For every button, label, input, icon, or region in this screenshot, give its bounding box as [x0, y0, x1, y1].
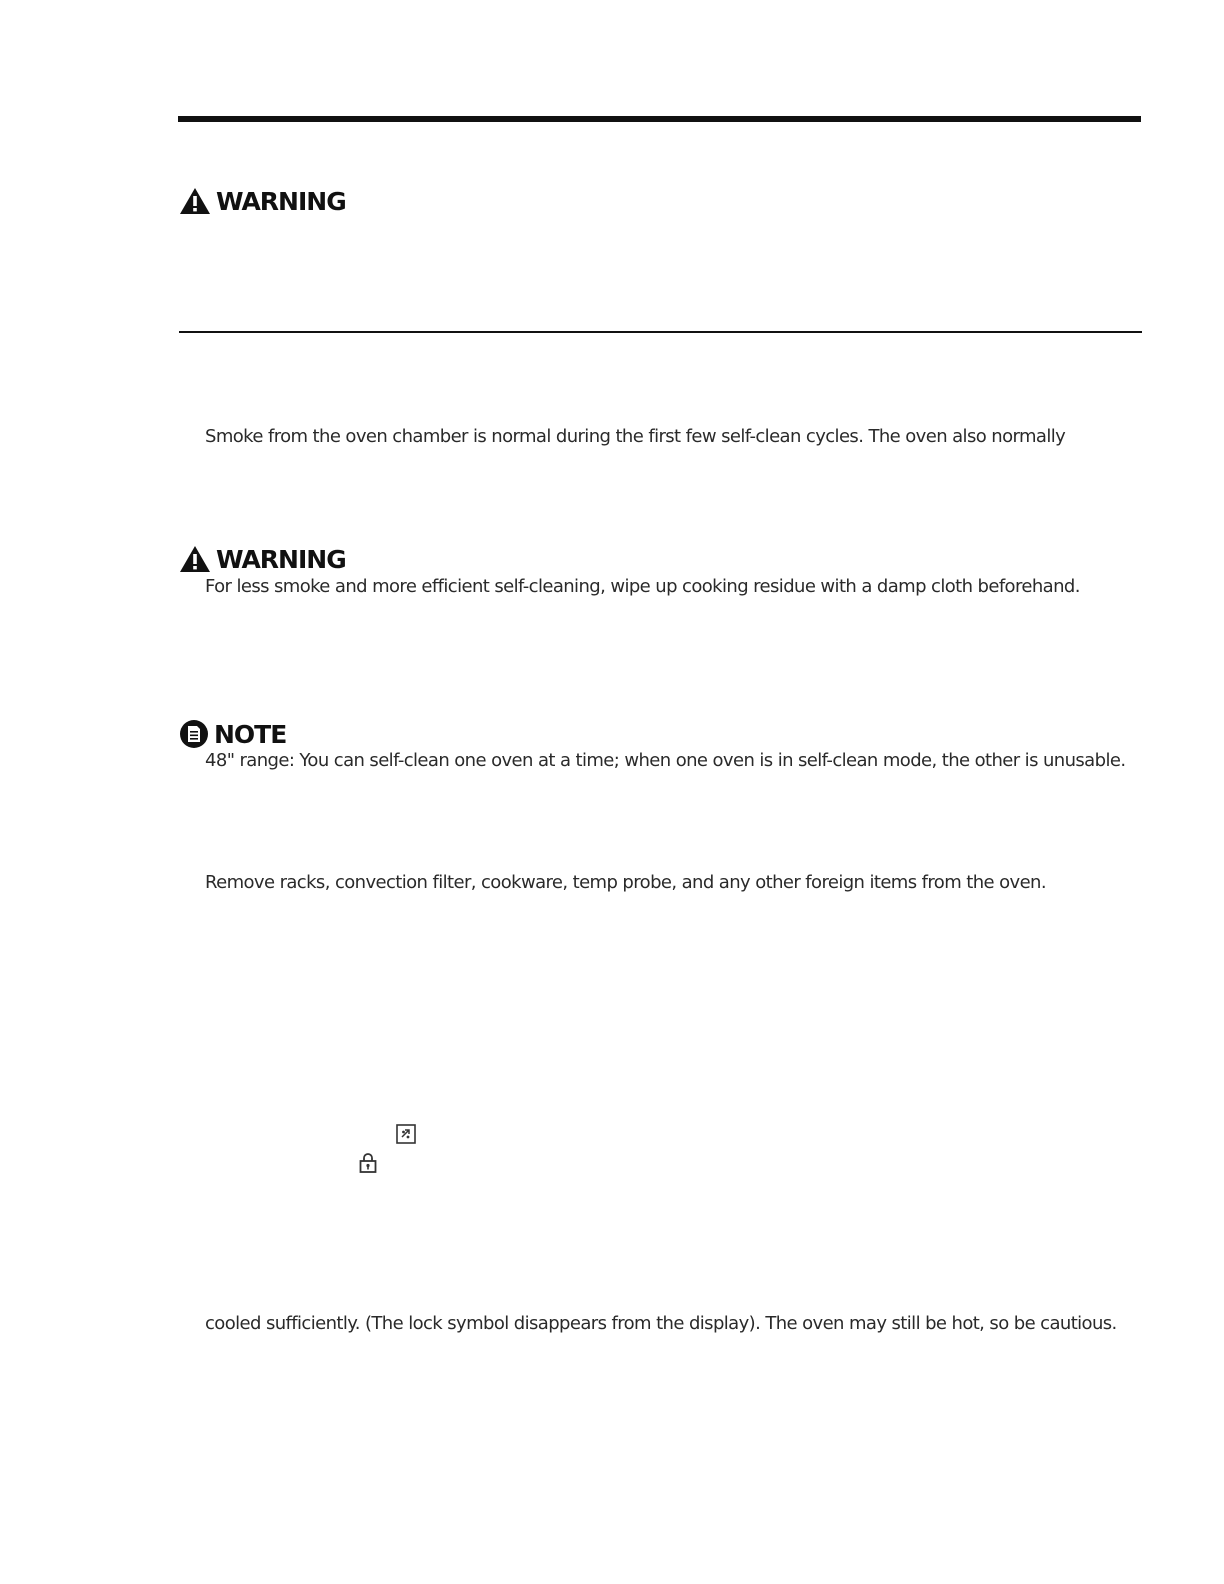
cooled-paragraph: cooled sufficiently. (The lock symbol disappears from the display). The oven may still be hot, so be cautious.	[205, 1313, 1117, 1334]
warning-heading-2	[179, 545, 346, 573]
section-divider	[179, 331, 1142, 333]
warning-triangle-icon	[179, 187, 211, 215]
note-heading	[179, 719, 286, 749]
warning-label: WARNING	[216, 544, 346, 574]
lock-icon	[358, 1152, 378, 1174]
remove-items-paragraph: Remove racks, convection filter, cookware, temp probe, and any other foreign items from the oven.	[205, 872, 1046, 893]
warning-label: WARNING	[216, 186, 346, 216]
warning-heading-1	[179, 187, 346, 215]
note-document-icon	[179, 719, 209, 749]
warning-triangle-icon	[179, 545, 211, 573]
note-text: 48" range: You can self-clean one oven at a time; when one oven is in self-clean mode, the other is unusable.	[205, 750, 1126, 771]
note-label: NOTE	[214, 719, 287, 749]
warning-2-text: For less smoke and more efficient self-cleaning, wipe up cooking residue with a damp cloth beforehand.	[205, 576, 1080, 597]
smoke-paragraph: Smoke from the oven chamber is normal during the first few self-clean cycles. The oven also normally	[205, 426, 1066, 447]
top-thick-rule	[178, 116, 1141, 122]
self-clean-symbol-icon	[396, 1124, 416, 1144]
